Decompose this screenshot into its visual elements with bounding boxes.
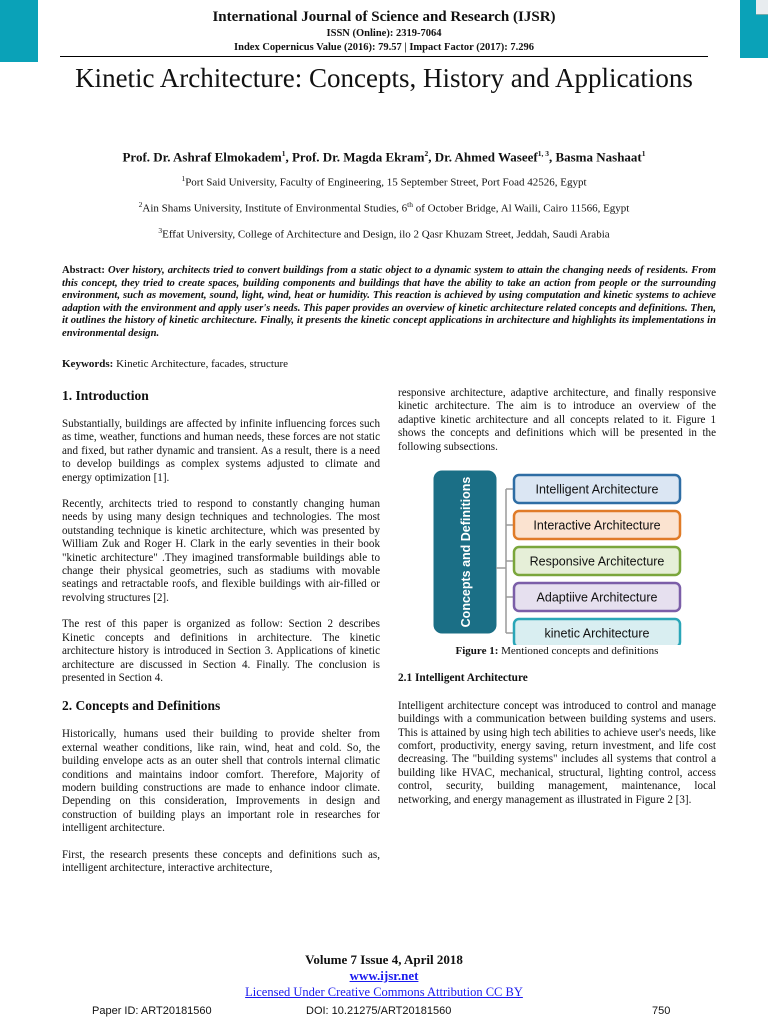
author-list: Prof. Dr. Ashraf Elmokadem$^1$, Prof. Dr. Magda Ekram$^2$, Dr. Ahmed Waseef$^{1, 3}$, Basma Nashaat$^1$ bbox=[122, 149, 646, 165]
journal-website-link[interactable]: www.ijsr.net bbox=[349, 968, 419, 983]
affiliation-text: Port Said University, Faculty of Engineering, 15 September Street, Port Foad 42526, Egypt bbox=[185, 176, 587, 189]
affiliation-mark: 1 bbox=[181, 174, 186, 183]
affiliation bbox=[40, 224, 728, 242]
author-name: Prof. Dr. Ashraf Elmokadem bbox=[122, 149, 282, 165]
affiliation-ordinal: th bbox=[407, 200, 414, 209]
paragraph: Historically, humans used their building to provide shelter from external weather conditions, like rain, wind, heat and cold. So, the building envelope acts as an outer shell that controls internal climatic conditions and maintains indoor comfort. Therefore, Majority of modern building constructions are made to enhance indoor climate. Depending on this consideration, Improvements in design and construction of building plays an important role in researches for intelligent architecture. bbox=[62, 728, 380, 835]
keywords-label: Keywords: bbox=[62, 358, 114, 370]
author-affil-mark: 1 bbox=[641, 149, 646, 158]
license-link[interactable]: Licensed Under Creative Commons Attribution CC BY bbox=[245, 985, 523, 999]
author-name: Prof. Dr. Magda Ekram bbox=[291, 149, 425, 165]
author-affil-mark: 1, 3 bbox=[537, 149, 549, 158]
diagram-node-label: Responsive Architecture bbox=[529, 554, 665, 569]
author-name: Basma Nashaat bbox=[555, 149, 642, 165]
left-column bbox=[62, 388, 380, 888]
diagram-node-label: kinetic Architecture bbox=[544, 626, 650, 641]
figure-1-diagram bbox=[398, 467, 716, 645]
paper-info-bar bbox=[0, 1003, 768, 1019]
paragraph: The rest of this paper is organized as follow: Section 2 describes Kinetic concepts and definitions in architecture. The kinetic architecture history is introduced in Section 3. Applications of kinetic architecture are discussed in Section 4. Finally. The conclusion is presented in Section 4. bbox=[62, 618, 380, 684]
paragraph: Substantially, buildings are affected by infinite influencing forces such as time, weather, functions and human needs, these forces are not static and fixed, but rather dynamic and transient. As a result, there is a need to develop buildings as complex systems adjusted to climate and energy optimization [1]. bbox=[62, 418, 380, 484]
diagram-node-label: Intelligent Architecture bbox=[535, 482, 659, 497]
author-name: Dr. Ahmed Waseef bbox=[434, 149, 538, 165]
affiliation-mark: 3 bbox=[158, 226, 163, 235]
diagram-node-label: Interactive Architecture bbox=[533, 518, 661, 533]
affiliation-text: of October Bridge, Al Waili, Cairo 11566, Egypt bbox=[413, 202, 630, 215]
paper-title: Kinetic Architecture: Concepts, History and Applications bbox=[75, 63, 693, 93]
page-footer bbox=[0, 952, 768, 1000]
doi: DOI: 10.21275/ART20181560 bbox=[306, 1005, 452, 1017]
page-number: 750 bbox=[652, 1005, 671, 1017]
journal-issn: ISSN (Online): 2319-7064 bbox=[326, 28, 442, 39]
author-affil-mark: 1 bbox=[281, 149, 286, 158]
keywords-text: Kinetic Architecture, facades, structure bbox=[116, 358, 289, 370]
figure-caption-text: Mentioned concepts and definitions bbox=[498, 645, 659, 658]
subsection-heading-intelligent: 2.1 Intelligent Architecture bbox=[398, 672, 528, 685]
paragraph: Intelligent architecture concept was introduced to control and manage buildings with a communication between building systems and users. This is attained by using high tech abilities to achieve user's needs, like comfort, productivity, energy saving, return investment, and life cost decreasing. The "building systems" includes all systems that control a building like HVAC, mechanical, structural, lighting control, access control, security, building management, maintenance, local networking, and energy management as illustrated in Figure 2 [3]. bbox=[398, 699, 716, 806]
keywords bbox=[62, 357, 716, 371]
right-column bbox=[398, 387, 716, 820]
affiliation-text: Ain Shams University, Institute of Environmental Studies, 6 bbox=[142, 202, 408, 215]
author-affil-mark: 2 bbox=[424, 149, 429, 158]
concept-diagram bbox=[398, 467, 716, 645]
affiliation bbox=[40, 198, 728, 216]
section-heading-introduction: 1. Introduction bbox=[62, 388, 149, 403]
journal-index: Index Copernicus Value (2016): 79.57 | Impact Factor (2017): 7.296 bbox=[234, 42, 534, 53]
diagram-root-label: Concepts and Definitions bbox=[459, 476, 473, 628]
diagram-node-label: Adaptiive Architecture bbox=[536, 590, 658, 605]
journal-header bbox=[0, 8, 768, 55]
paragraph: First, the research presents these concepts and definitions such as, intelligent architecture, interactive architecture, bbox=[62, 848, 380, 874]
paper-id: Paper ID: ART20181560 bbox=[92, 1005, 212, 1017]
affiliation bbox=[40, 172, 728, 190]
abstract bbox=[62, 265, 716, 341]
affiliation-text: Effat University, College of Architecture and Design, ilo 2 Qasr Khuzam Street, Jeddah, Saudi Arabia bbox=[162, 228, 610, 241]
section-heading-concepts: 2. Concepts and Definitions bbox=[62, 698, 221, 714]
volume-issue: Volume 7 Issue 4, April 2018 bbox=[305, 952, 463, 967]
paragraph: Recently, architects tried to respond to constantly changing human needs by using many design techniques and technologies. The most outstanding technique is kinetic architecture, which was presented by William Zuk and Roger H. Clark in the early seventies in their book "kinetic architecture" .They imagined transformable buildings able to change their physical geometries, such as stadiums with movable seatings and retractable roofs, and flexible buildings with air-filled or revolving structures [2]. bbox=[62, 498, 380, 604]
abstract-label: Abstract: bbox=[62, 265, 105, 276]
journal-name: International Journal of Science and Research (IJSR) bbox=[212, 9, 556, 25]
affiliation-mark: 2 bbox=[138, 200, 143, 209]
header-rule bbox=[60, 56, 708, 57]
figure-1-caption bbox=[398, 645, 716, 658]
figure-caption-label: Figure 1: bbox=[455, 645, 499, 658]
paragraph: responsive architecture, adaptive architecture, and finally responsive kinetic architecture. The aim is to introduce an overview of the adaptive kinetic architecture and all concepts related to it. Figure 1 shows the concepts and definitions which will be presented in the following subsections. bbox=[398, 387, 716, 453]
abstract-text: Over history, architects tried to convert buildings from a static object to a dynamic system to attain the changing needs of residents. From this concept, they tried to create spaces, building components and buildings that have the ability to take an action from people or the surrounding environment, such as movement, sound, light, wind, heat or humidity. This reaction is achieved by using computation and kinetic systems to achieve adaption with the environment and apply user's needs. This paper provides an overview of kinetic architecture related concepts and definitions. Then, it outlines the history of kinetic architecture. Finally, it presents the kinetic concept applications in architecture and highlights its implementations in environmental design. bbox=[62, 265, 716, 339]
